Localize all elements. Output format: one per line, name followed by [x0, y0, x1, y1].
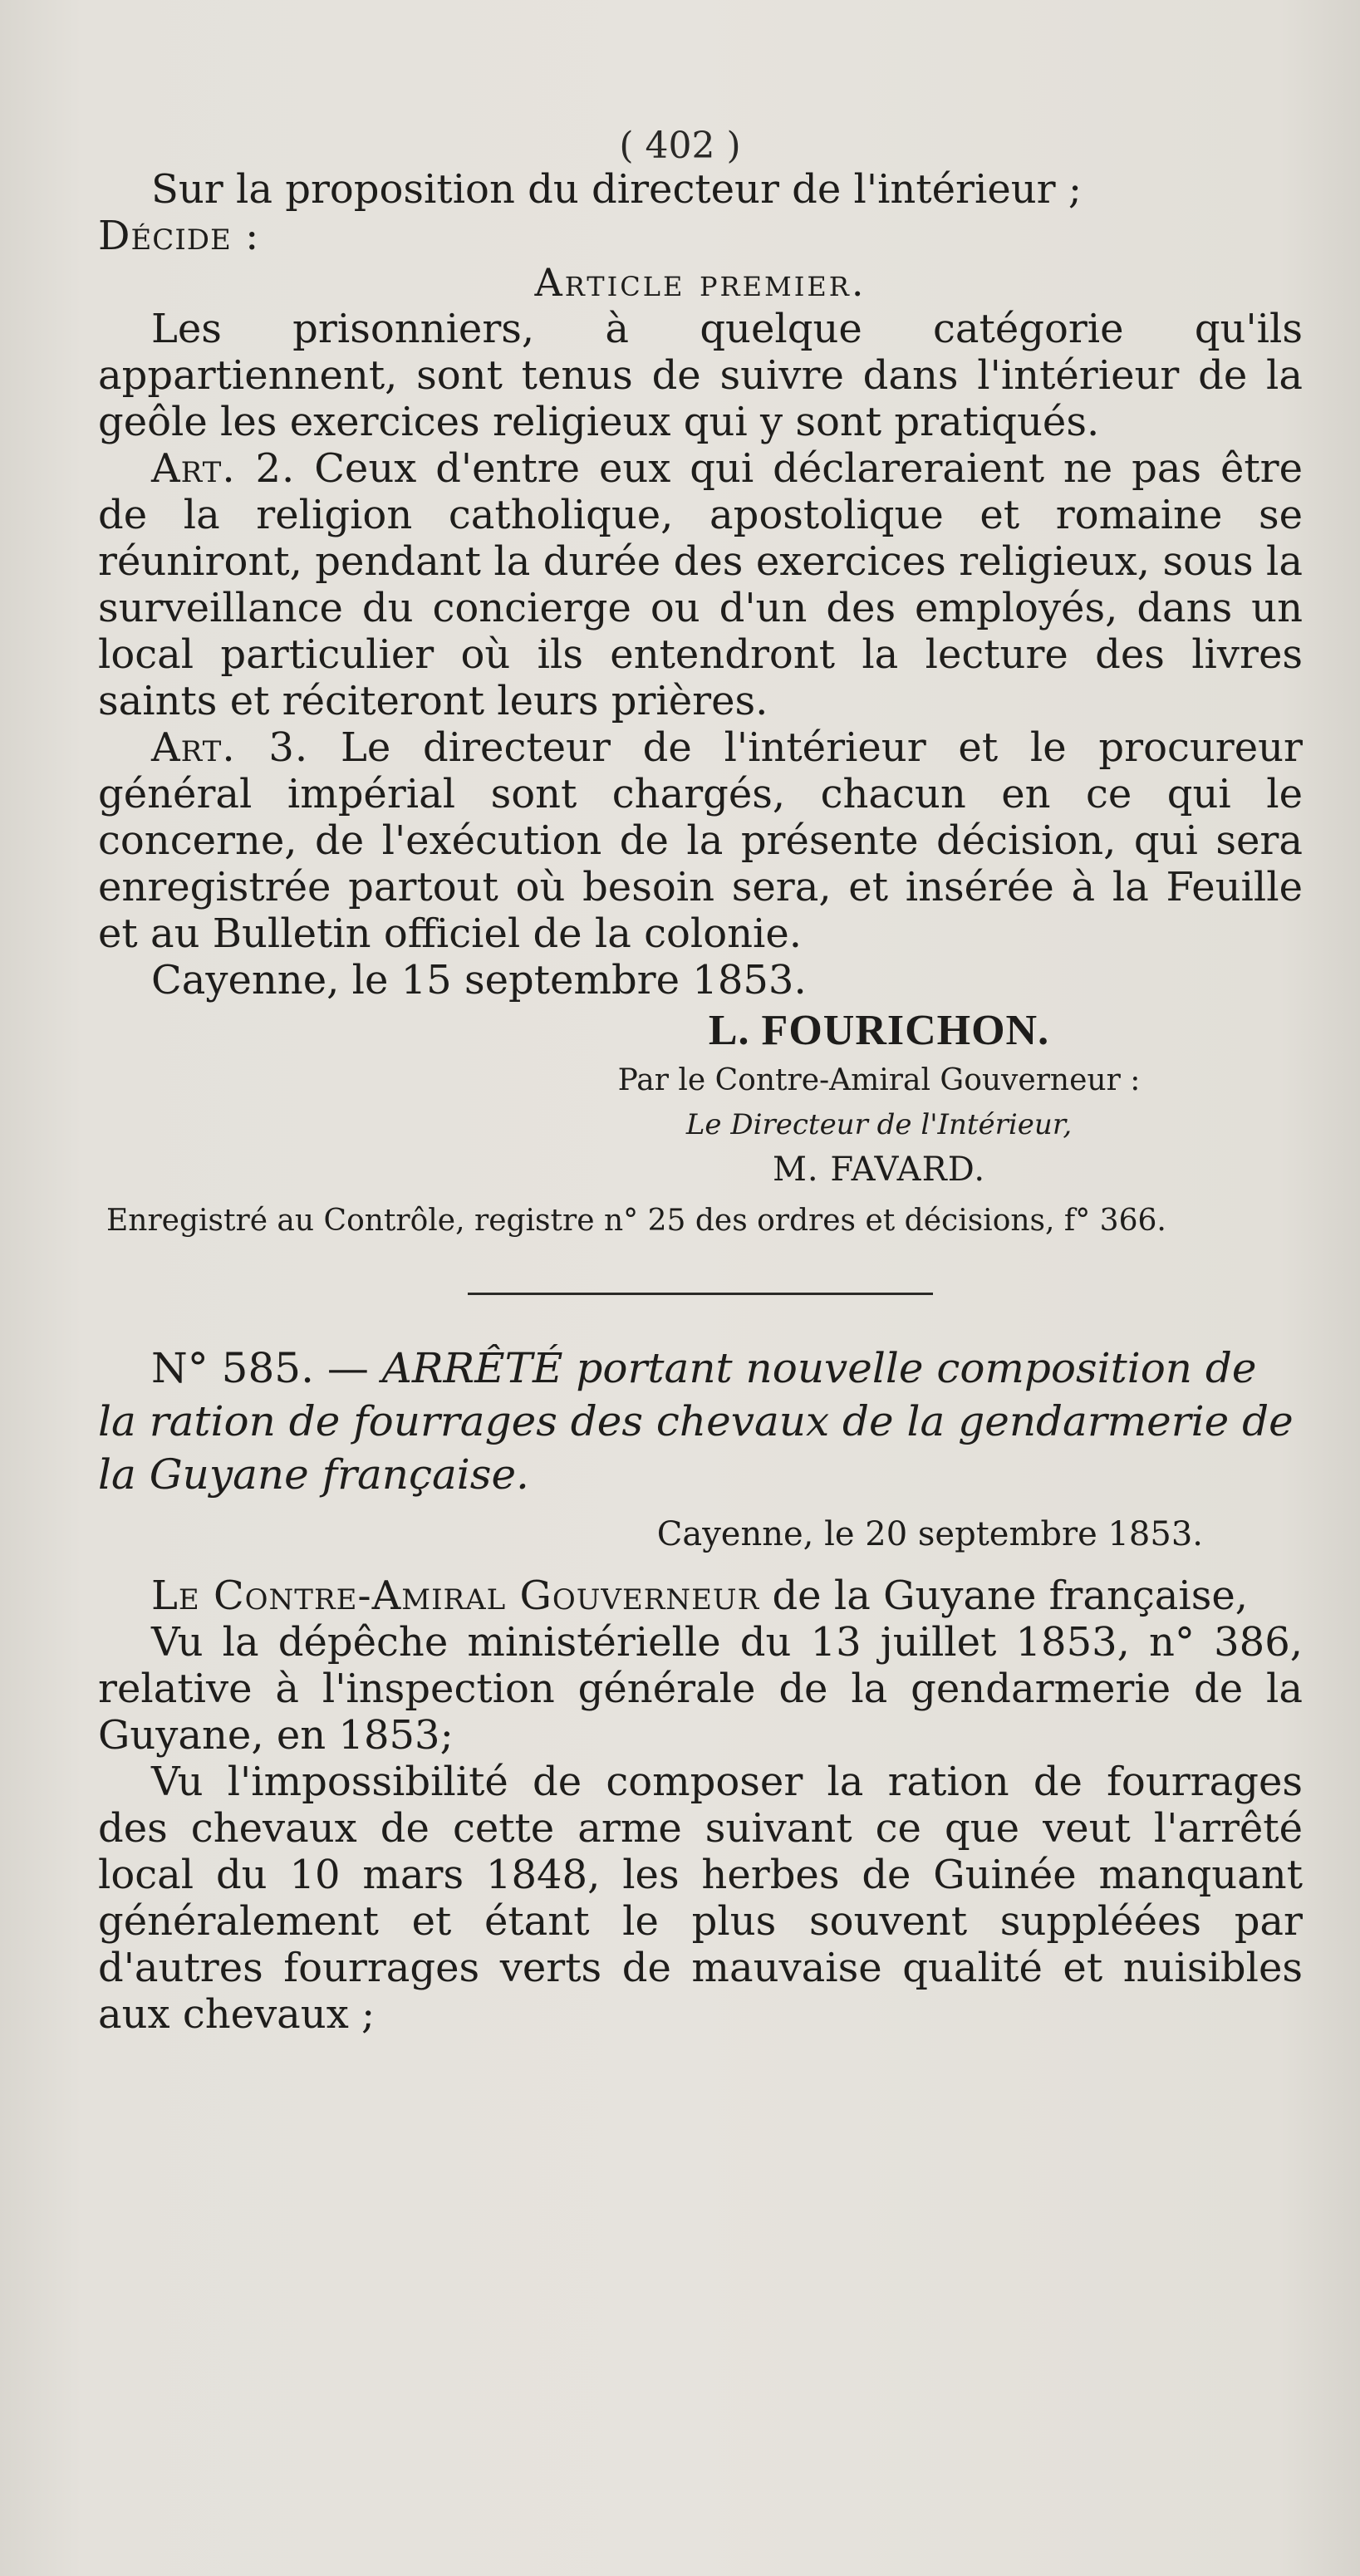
countersign-name: M. FAVARD.	[772, 1151, 986, 1189]
registry-line: Enregistré au Contrôle, registre n° 25 des ordres et décisions, f° 366.	[106, 1204, 1166, 1238]
decree-title-text: ARRÊTÉ portant nouvelle composition de la ration de fourrages des chevaux de la gendarmerie de la Guyane française.	[98, 1344, 1294, 1499]
decree-issuer-rest: de la Guyane française,	[759, 1573, 1249, 1619]
article-3-label: Art. 3.	[151, 724, 309, 771]
article-3-text: Le directeur de l'intérieur et le procureur général impérial sont chargés, chacun en ce qui le concerne, de l'exécution de la présente décision, qui sera enregistrée partout où besoin sera, et insérée à la Feuille et au Bulletin officiel de la colonie.	[98, 724, 1304, 957]
decision-date: Cayenne, le 15 septembre 1853.	[151, 957, 807, 1003]
decree-title	[98, 1342, 1303, 1501]
article-2-text: Ceux d'entre eux qui déclareraient ne pas être de la religion catholique, apostolique et romaine se réuniront, pendant la durée des exercices religieux, sous la surveillance du concierge ou d'un des employés, dans un local particulier où ils entendront la lecture des livres saints et réciteront leurs prières.	[98, 445, 1304, 724]
section-divider	[468, 1293, 933, 1295]
page-number: ( 402 )	[619, 125, 741, 167]
governor-signature: L. FOURICHON.	[708, 1007, 1050, 1054]
countersign-title: Le Directeur de l'Intérieur,	[685, 1108, 1073, 1141]
decide-label: Décide :	[98, 213, 260, 259]
decree-number: N° 585.	[151, 1344, 314, 1392]
decree-dash: —	[313, 1344, 382, 1392]
article-2-label: Art. 2.	[151, 445, 296, 492]
article-3	[98, 724, 1303, 957]
countersign-intro: Par le Contre-Amiral Gouverneur :	[617, 1063, 1141, 1097]
decree-issuer	[98, 1573, 1303, 1619]
decree-issuer-title: Le Contre-Amiral Gouverneur	[151, 1573, 760, 1619]
decree-considerant-1: Vu la dépêche ministérielle du 13 juillet 1853, n° 386, relative à l'inspection générale de la gendarmerie de la Guyane, en 1853;	[98, 1619, 1303, 1759]
decree-considerant-2: Vu l'impossibilité de composer la ration de fourrages des chevaux de cette arme suivant ce que veut l'arrêté local du 10 mars 1848, les herbes de Guinée manquant généralement et étant le plus souvent suppléées par d'autres fourrages verts de mauvaise qualité et nuisibles aux chevaux ;	[98, 1759, 1303, 2038]
page-text	[98, 125, 1303, 2038]
article-2	[98, 445, 1303, 724]
article-heading: Article premier.	[534, 260, 867, 305]
decree-date: Cayenne, le 20 septembre 1853.	[656, 1515, 1203, 1553]
proposal-line: Sur la proposition du directeur de l'intérieur ;	[151, 166, 1083, 213]
article-1: Les prisonniers, à quelque catégorie qu'ils appartiennent, sont tenus de suivre dans l'intérieur de la geôle les exercices religieux qui y sont pratiqués.	[98, 306, 1303, 445]
